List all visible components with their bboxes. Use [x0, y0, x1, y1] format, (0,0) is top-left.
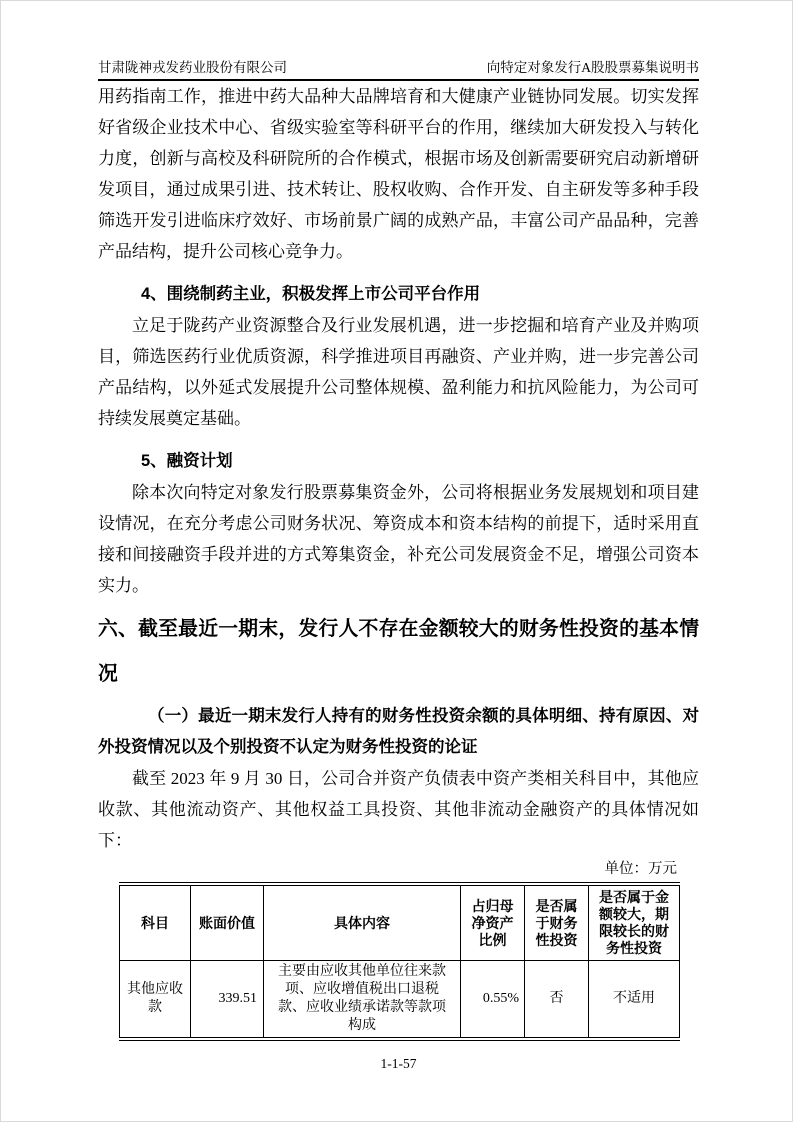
cell-is-large-long-term: 不适用 — [589, 961, 680, 1040]
financial-investments-table — [119, 882, 680, 1041]
chapter-heading-6: 六、截至最近一期末，发行人不存在金额较大的财务性投资的基本情况 — [98, 618, 699, 685]
th-is-financial-investment: 是否属于财务性投资 — [525, 884, 589, 961]
th-book-value: 账面价值 — [191, 884, 264, 961]
paragraph-section-4: 立足于陇药产业资源整合及行业发展机遇，进一步挖掘和培育产业及并购项目，筛选医药行业优质资源，科学推进项目再融资、产业并购，进一步完善公司产品结构，以外延式发展提升公司整体规模、盈利能力和抗风险能力，为公司可持续发展奠定基础。 — [98, 316, 699, 428]
table-row — [120, 961, 680, 1040]
table-header-row — [120, 884, 680, 961]
th-subject: 科目 — [120, 884, 191, 961]
cell-is-financial-investment: 否 — [525, 961, 589, 1040]
th-details: 具体内容 — [264, 884, 461, 961]
cell-net-asset-ratio: 0.55% — [461, 961, 525, 1040]
header-company-name: 甘肃陇神戎发药业股份有限公司 — [98, 60, 287, 75]
table-unit-label: 单位：万元 — [604, 861, 677, 877]
header-doc-title: 向特定对象发行A股股票募集说明书 — [486, 60, 699, 75]
paragraph-section-6: 截至 2023 年 9 月 30 日，公司合并资产负债表中资产类相关科目中，其他应收款、其他流动资产、其他权益工具投资、其他非流动金融资产的具体情况如下： — [98, 769, 699, 850]
th-is-large-long-term: 是否属于金额较大，期限较长的财务性投资 — [589, 884, 680, 961]
section-heading-4: 4、围绕制药主业，积极发挥上市公司平台作用 — [141, 285, 481, 303]
paragraph-continuation: 用药指南工作，推进中药大品种大品牌培育和大健康产业链协同发展。切实发挥好省级企业技术中心、省级实验室等科研平台的作用，继续加大研发投入与转化力度，创新与高校及科研院所的合作模式，根据市场及创新需要研究启动新增研发项目，通过成果引进、技术转让、股权收购、合作开发、自主研发等多种手段筛选开发引进临床疗效好、市场前景广阔的成熟产品，丰富公司产品品种，完善产品结构，提升公司核心竞争力。 — [98, 87, 699, 261]
section-heading-5: 5、融资计划 — [141, 452, 233, 470]
th-net-asset-ratio: 占归母净资产比例 — [461, 884, 525, 961]
cell-book-value: 339.51 — [191, 961, 264, 1040]
cell-details: 主要由应收其他单位往来款项、应收增值税出口退税款、应收业绩承诺款等款项构成 — [264, 961, 461, 1040]
running-header — [98, 1, 699, 81]
paragraph-section-5: 除本次向特定对象发行股票募集资金外，公司将根据业务发展规划和项目建设情况，在充分考虑公司财务状况、筹资成本和资本结构的前提下，适时采用直接和间接融资手段并进的方式筹集资金，补充公司发展资金不足，增强公司资本实力。 — [98, 483, 699, 595]
subsection-heading-1: （一）最近一期末发行人持有的财务性投资余额的具体明细、持有原因、对外投资情况以及个别投资不认定为财务性投资的论证 — [98, 707, 699, 756]
cell-subject: 其他应收款 — [120, 961, 191, 1040]
page-number: 1-1-57 — [380, 1056, 417, 1071]
